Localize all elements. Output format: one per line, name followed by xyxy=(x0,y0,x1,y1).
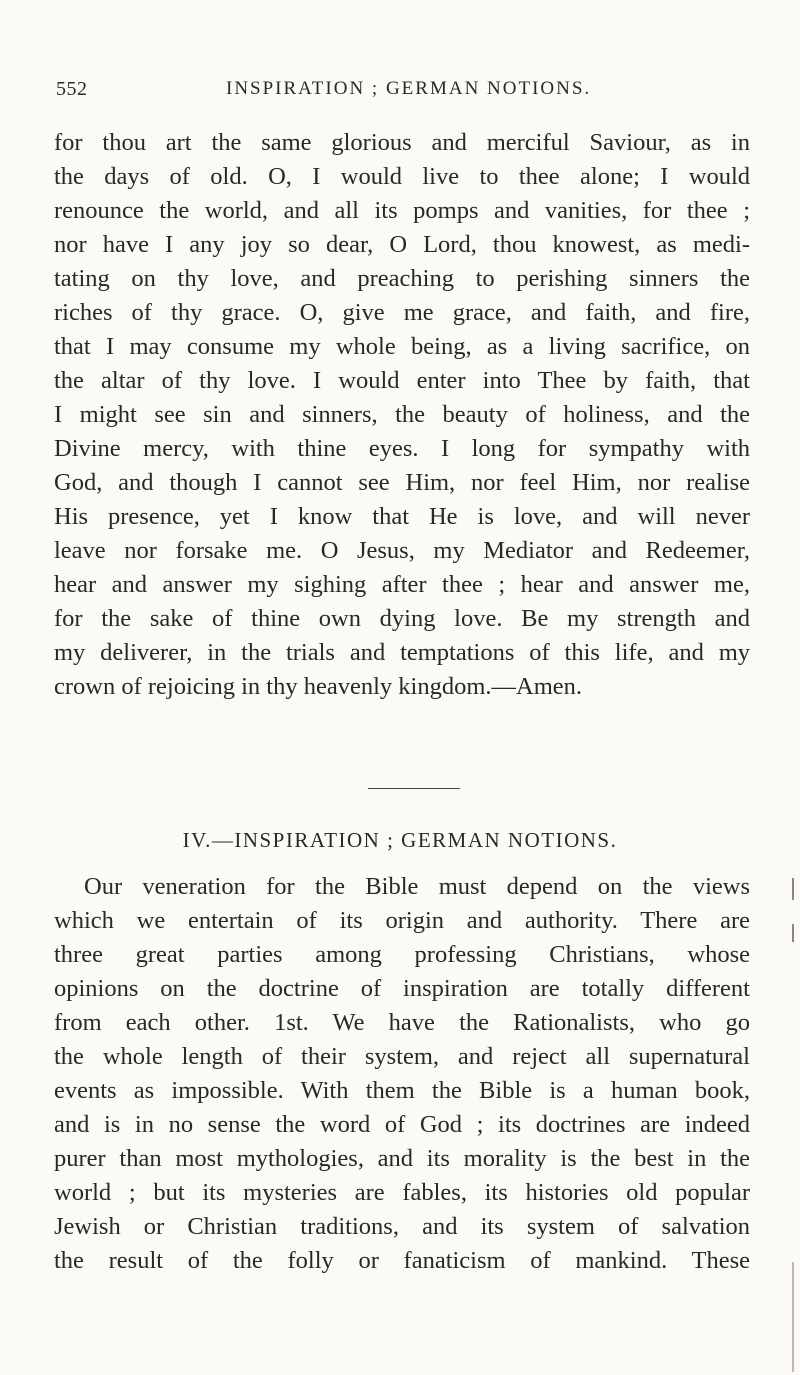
text-line: Our veneration for the Bible must depend on the views xyxy=(84,873,750,900)
page-edge-mark xyxy=(792,1262,794,1372)
text-line: my deliverer, in the trials and temptations of this life, and my xyxy=(54,639,750,666)
text-line: His presence, yet I know that He is love, and will never xyxy=(54,503,750,530)
text-line: the whole length of their system, and reject all supernatural xyxy=(54,1043,750,1070)
text-line: opinions on the doctrine of inspiration are totally different xyxy=(54,975,750,1002)
section-heading: IV.—INSPIRATION ; GERMAN NOTIONS. xyxy=(182,828,618,852)
text-line: God, and though I cannot see Him, nor feel Him, nor realise xyxy=(54,469,750,496)
page-number: 552 xyxy=(56,78,88,100)
page-edge-mark xyxy=(792,924,794,942)
text-line: tating on thy love, and preaching to perishing sinners the xyxy=(54,265,750,292)
text-line: for the sake of thine own dying love. Be my strength and xyxy=(54,605,750,632)
text-line: Divine mercy, with thine eyes. I long for sympathy with xyxy=(54,435,750,462)
text-line: purer than most mythologies, and its morality is the best in the xyxy=(54,1145,750,1172)
text-line: Jewish or Christian traditions, and its system of salvation xyxy=(54,1213,750,1240)
text-line: world ; but its mysteries are fables, its histories old popular xyxy=(54,1179,750,1206)
prayer-paragraph xyxy=(54,126,750,704)
text-line: events as impossible. With them the Bible is a human book, xyxy=(54,1077,750,1104)
text-line: I might see sin and sinners, the beauty of holiness, and the xyxy=(54,401,750,428)
text-line: three great parties among professing Christians, whose xyxy=(54,941,750,968)
running-title: INSPIRATION ; GERMAN NOTIONS. xyxy=(226,78,592,99)
text-line: nor have I any joy so dear, O Lord, thou knowest, as medi- xyxy=(54,231,750,258)
section-paragraph xyxy=(54,870,750,1278)
running-head xyxy=(56,78,756,108)
text-line: the result of the folly or fanaticism of mankind. These xyxy=(54,1247,750,1274)
text-line: and is in no sense the word of God ; its doctrines are indeed xyxy=(54,1111,750,1138)
text-line: for thou art the same glorious and merciful Saviour, as in xyxy=(54,129,750,156)
text-line: riches of thy grace. O, give me grace, and faith, and fire, xyxy=(54,299,750,326)
text-line: the days of old. O, I would live to thee alone; I would xyxy=(54,163,750,190)
section-divider xyxy=(368,788,460,789)
text-line: renounce the world, and all its pomps and vanities, for thee ; xyxy=(54,197,750,224)
page-edge-mark xyxy=(792,878,794,900)
text-line: crown of rejoicing in thy heavenly kingdom.—Amen. xyxy=(54,673,582,700)
text-line: hear and answer my sighing after thee ; hear and answer me, xyxy=(54,571,750,598)
text-line: that I may consume my whole being, as a living sacrifice, on xyxy=(54,333,750,360)
text-line: leave nor forsake me. O Jesus, my Mediator and Redeemer, xyxy=(54,537,750,564)
text-line: which we entertain of its origin and authority. There are xyxy=(54,907,750,934)
text-line: the altar of thy love. I would enter into Thee by faith, that xyxy=(54,367,750,394)
text-line: from each other. 1st. We have the Rationalists, who go xyxy=(54,1009,750,1036)
